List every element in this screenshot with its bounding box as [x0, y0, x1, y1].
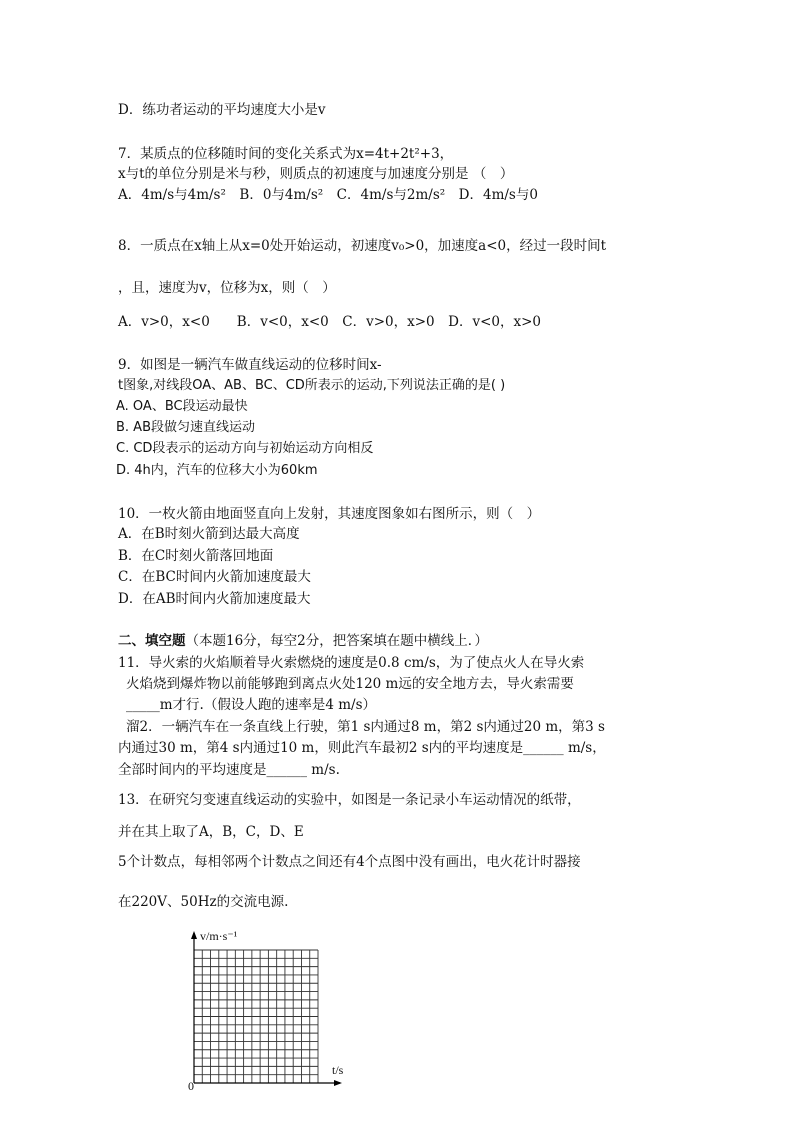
text-line-sec2	[118, 632, 488, 650]
text-line-q11: 11．导火索的火焰顺着导火索燃烧的速度是0.8 cm/s，为了使点火人在导火索	[118, 655, 585, 671]
text-line-q12c: 全部时间内的平均速度是______ m/s.	[118, 762, 340, 778]
velocity-time-graph	[180, 925, 355, 1095]
text-line-q7: 7．某质点的位移随时间的变化关系式为x=4t+2t²+3，	[118, 146, 454, 162]
text-line-q10b: B．在C时刻火箭落回地面	[118, 548, 274, 564]
text-line-q10a: A．在B时刻火箭到达最大高度	[118, 526, 300, 542]
text-line-q8opt: A．v>0，x<0 B．v<0，x<0 C．v>0，x>0 D．v<0，x>0	[118, 314, 541, 330]
y-axis-label: v/m·s⁻¹	[200, 929, 238, 943]
text-line-q8: 8．一质点在x轴上从x=0处开始运动，初速度v₀>0，加速度a<0，经过一段时间t	[118, 238, 607, 254]
text-line-q10d: D．在AB时间内火箭加速度最大	[118, 591, 311, 607]
text-line-q13b: 并在其上取了A，B，C，D、E	[118, 824, 304, 840]
text-line-q13d: 在220V、50Hz的交流电源.	[118, 894, 289, 910]
y-axis-arrow	[191, 931, 197, 939]
text-line-q7opt: A．4m/s与4m/s² B．0与4m/s² C．4m/s与2m/s² D．4m/s与0	[118, 187, 538, 203]
origin-label: 0	[188, 1079, 194, 1093]
text-line-q13c: 5个计数点，每相邻两个计数点之间还有4个点图中没有画出，电火花计时器接	[118, 854, 581, 870]
text-line-q8b: ，且，速度为v，位移为x，则（ ）	[118, 280, 336, 296]
text-line-q9b: t图象,对线段OA、AB、BC、CD所表示的运动,下列说法正确的是( )	[118, 378, 506, 393]
graph-grid	[180, 925, 355, 1095]
section-heading: 二、填空题	[118, 633, 186, 649]
text-line-q7b: x与t的单位分别是米与秒，则质点的初速度与加速度分别是 （ ）	[118, 166, 514, 182]
x-axis-arrow	[334, 1080, 342, 1086]
text-line-q12: 溜2．一辆汽车在一条直线上行驶，第1 s内通过8 m，第2 s内通过20 m，第3 s	[126, 719, 605, 735]
text-line-q10: 10．一枚火箭由地面竖直向上发射，其速度图象如右图所示，则（ ）	[118, 506, 541, 522]
text-line-q9d: D. 4h内，汽车的位移大小为60km	[116, 463, 318, 478]
x-axis-label: t/s	[332, 1063, 344, 1077]
text-line-q12b: 内通过30 m，第4 s内通过10 m，则此汽车最初2 s内的平均速度是______ m/s，	[118, 740, 606, 756]
text-line-q11c: _____m才行.（假设人跑的速率是4 m/s）	[126, 697, 377, 713]
text-line-q9a: A. OA、BC段运动最快	[116, 399, 248, 414]
text-line-q11b: 火焰烧到爆炸物以前能够跑到离点火处120 m远的安全地方去，导火索需要	[126, 676, 574, 692]
text-line-q9c: C. CD段表示的运动方向与初始运动方向相反	[116, 441, 374, 456]
text-line-q9: 9．如图是一辆汽车做直线运动的位移时间x-	[118, 357, 382, 373]
section-instructions: （本题16分，每空2分，把答案填在题中横线上．）	[185, 633, 489, 649]
text-line-q6d: D．练功者运动的平均速度大小是v	[118, 102, 326, 118]
text-line-q13: 13．在研究匀变速直线运动的实验中，如图是一条记录小车运动情况的纸带，	[118, 792, 581, 808]
text-line-q10c: C．在BC时间内火箭加速度最大	[118, 569, 311, 585]
text-line-q9bb: B. AB段做匀速直线运动	[116, 420, 255, 435]
